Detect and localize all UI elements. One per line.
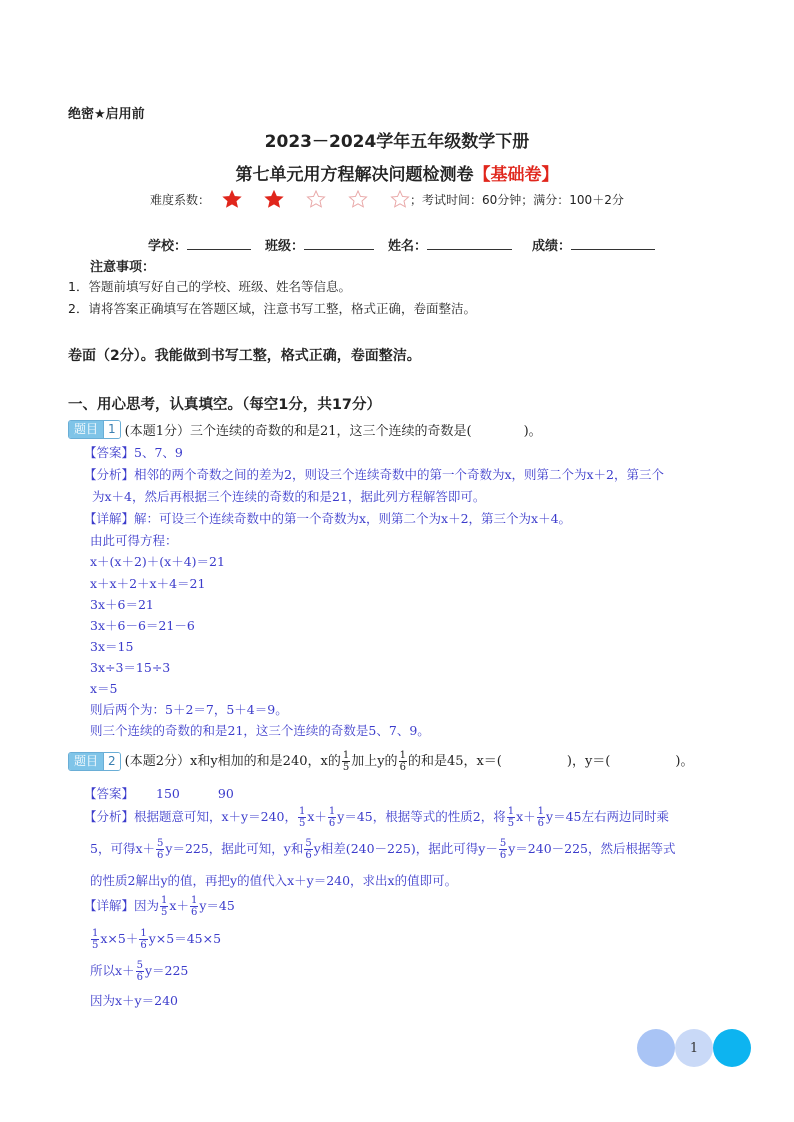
score-blank[interactable] — [571, 237, 655, 250]
fraction-numerator: 5 — [499, 838, 507, 849]
fraction — [136, 960, 144, 983]
score-field[interactable] — [532, 235, 655, 254]
text: x＋ — [307, 809, 327, 824]
fraction-numerator: 5 — [136, 960, 143, 971]
text: y＝240－225，然后根据等式 — [508, 841, 676, 856]
q1-step: 3x＝15 — [90, 639, 134, 654]
fraction — [507, 806, 515, 829]
text: x＋ — [169, 898, 189, 913]
exam-title-line2 — [0, 160, 794, 185]
question-tag — [68, 752, 121, 771]
class-blank[interactable] — [304, 237, 374, 250]
text: y＝45 — [199, 898, 235, 913]
question-1-text: (本题1分）三个连续的奇数的和是21，这三个连续的奇数是( )。 — [124, 424, 542, 439]
fraction-numerator: 1 — [190, 895, 198, 906]
text: y＝225 — [144, 963, 189, 978]
q2-detail-line — [90, 960, 188, 983]
page-indicator — [637, 1029, 751, 1067]
class-label: 班级： — [265, 239, 305, 254]
q1-step: x＝5 — [90, 681, 118, 696]
q1-step: 3x÷3＝15÷3 — [90, 660, 171, 675]
text: 【分析】根据题意可知，x＋y＝240， — [84, 809, 297, 824]
fraction-denominator: 6 — [305, 850, 312, 861]
answer-x: 150 — [156, 786, 180, 801]
fraction-numerator: 1 — [328, 806, 336, 817]
fraction — [499, 838, 507, 861]
fraction — [298, 806, 306, 829]
question-tag-number: 1 — [103, 421, 120, 438]
page-circle — [637, 1029, 675, 1067]
answer-y: 90 — [217, 786, 234, 801]
q2-detail-line: 因为x＋y＝240 — [90, 993, 178, 1008]
q2-analysis-line — [90, 838, 676, 861]
q1-detail: 【详解】解：可设三个连续奇数中的第一个奇数为x，则第二个为x＋2，第三个为x＋4。 — [84, 511, 572, 526]
fraction — [190, 895, 198, 918]
fraction — [304, 838, 312, 861]
q2-text-part: 的和是45，x＝( )，y＝( )。 — [407, 754, 694, 769]
star-empty-icon — [390, 190, 410, 208]
difficulty-label: 难度系数： — [150, 192, 211, 207]
text: y＝225，据此可知，y和 — [165, 841, 304, 856]
fraction-denominator: 6 — [190, 907, 198, 918]
page-circle — [713, 1029, 751, 1067]
fraction — [537, 806, 545, 829]
q1-step: x＋(x＋2)＋(x＋4)＝21 — [90, 554, 225, 569]
q2-analysis-line: 的性质2解出y的值，再把y的值代入x＋y＝240，求出x的值即可。 — [90, 873, 458, 888]
name-label: 姓名： — [388, 239, 428, 254]
text: y＝45左右两边同时乘 — [546, 809, 669, 824]
fraction-denominator: 6 — [537, 818, 545, 829]
q2-text-part: (本题2分）x和y相加的和是240，x的 — [124, 754, 341, 769]
question-2 — [68, 750, 693, 773]
fraction-numerator: 5 — [157, 838, 164, 849]
confidential-label: 绝密★启用前 — [68, 107, 145, 122]
q1-step: x＋x＋2＋x＋4＝21 — [90, 576, 206, 591]
section-title: 一、用心思考，认真填空。（每空1分，共17分） — [68, 397, 382, 413]
text: x×5＋ — [100, 931, 139, 946]
fraction-numerator: 1 — [140, 928, 147, 939]
fraction — [399, 750, 407, 773]
text: y相差(240－225)，据此可得y－ — [313, 841, 498, 856]
question-tag-label: 题目 — [69, 421, 103, 438]
fraction-denominator: 5 — [161, 907, 168, 918]
fraction-denominator: 5 — [342, 762, 350, 773]
fraction — [139, 928, 147, 951]
q2-text-part: 加上y的 — [351, 754, 398, 769]
fraction — [328, 806, 336, 829]
fraction-numerator: 1 — [537, 806, 545, 817]
fraction-denominator: 6 — [140, 940, 147, 951]
score-label: 成绩： — [532, 239, 572, 254]
fraction-numerator: 1 — [298, 806, 306, 817]
star-filled-icon — [222, 190, 242, 208]
name-field[interactable] — [388, 235, 512, 254]
text: 5，可得x＋ — [90, 841, 156, 856]
notice-item: 1．答题前填写好自己的学校、班级、姓名等信息。 — [68, 279, 351, 294]
exam-info: ；考试时间：60分钟；满分：100＋2分 — [410, 192, 624, 207]
text: 【详解】因为 — [84, 898, 160, 913]
q1-step: 则三个连续的奇数的和是21，这三个连续的奇数是5、7、9。 — [90, 723, 430, 738]
q2-detail-line — [90, 928, 221, 951]
exam-title-tag: 【基础卷】 — [473, 165, 559, 185]
fraction-numerator: 1 — [507, 806, 515, 817]
question-tag — [68, 420, 121, 439]
fraction-denominator: 6 — [499, 850, 507, 861]
star-empty-icon — [306, 190, 326, 208]
fraction-numerator: 5 — [305, 838, 312, 849]
question-tag-number: 2 — [103, 753, 120, 770]
fraction-denominator: 6 — [399, 762, 406, 773]
fraction — [156, 838, 164, 861]
fraction-denominator: 6 — [136, 972, 143, 983]
text: x＋ — [516, 809, 536, 824]
q1-step: 则后两个为：5＋2＝7，5＋4＝9。 — [90, 702, 288, 717]
star-empty-icon — [348, 190, 368, 208]
fraction-denominator: 6 — [328, 818, 336, 829]
q2-analysis-line — [84, 806, 669, 829]
notice-title: 注意事项： — [90, 260, 156, 275]
school-field[interactable] — [148, 235, 251, 254]
fraction-numerator: 1 — [92, 928, 99, 939]
text: y＝45，根据等式的性质2，将 — [337, 809, 506, 824]
fraction-numerator: 1 — [399, 750, 406, 761]
q2-answer — [84, 784, 234, 802]
q1-step: 3x＋6－6＝21－6 — [90, 618, 195, 633]
difficulty-row — [150, 190, 624, 208]
exam-title-line1: 2023－2024学年五年级数学下册 — [264, 132, 530, 152]
text: y×5＝45×5 — [148, 931, 222, 946]
star-filled-icon — [264, 190, 284, 208]
student-info-row — [148, 235, 669, 254]
fraction — [342, 750, 350, 773]
fraction-denominator: 5 — [507, 818, 515, 829]
fraction-numerator: 1 — [342, 750, 350, 761]
question-tag-label: 题目 — [69, 753, 103, 770]
notice-item: 2．请将答案正确填写在答题区域，注意书写工整，格式正确，卷面整洁。 — [68, 301, 476, 316]
exam-title-main: 第七单元用方程解决问题检测卷 — [235, 165, 474, 185]
page-number: 1 — [675, 1029, 713, 1067]
q1-analysis-line: 【分析】相邻的两个奇数之间的差为2，则设三个连续奇数中的第一个奇数为x，则第二个为x＋2，第三个 — [84, 467, 665, 482]
difficulty-stars — [222, 190, 432, 208]
question-1 — [68, 420, 542, 439]
handwriting-statement: 卷面（2分）。我能做到书写工整，格式正确，卷面整洁。 — [68, 348, 421, 364]
q1-answer: 【答案】5、7、9 — [84, 445, 183, 460]
school-blank[interactable] — [187, 237, 251, 250]
fraction-numerator: 1 — [161, 895, 168, 906]
fraction-denominator: 5 — [92, 940, 99, 951]
school-label: 学校： — [148, 239, 188, 254]
question-2-text — [125, 750, 694, 773]
class-field[interactable] — [265, 235, 374, 254]
answer-label: 【答案】 — [84, 786, 135, 801]
fraction — [91, 928, 99, 951]
fraction-denominator: 5 — [298, 818, 306, 829]
fraction-denominator: 6 — [157, 850, 164, 861]
q2-detail-line — [84, 895, 235, 918]
fraction — [160, 895, 168, 918]
q1-step: 3x＋6＝21 — [90, 597, 154, 612]
q1-step: 由此可得方程： — [90, 533, 178, 548]
text: 所以x＋ — [90, 963, 135, 978]
q1-analysis-line: 为x＋4，然后再根据三个连续的奇数的和是21，据此列方程解答即可。 — [92, 489, 486, 504]
name-blank[interactable] — [427, 237, 512, 250]
